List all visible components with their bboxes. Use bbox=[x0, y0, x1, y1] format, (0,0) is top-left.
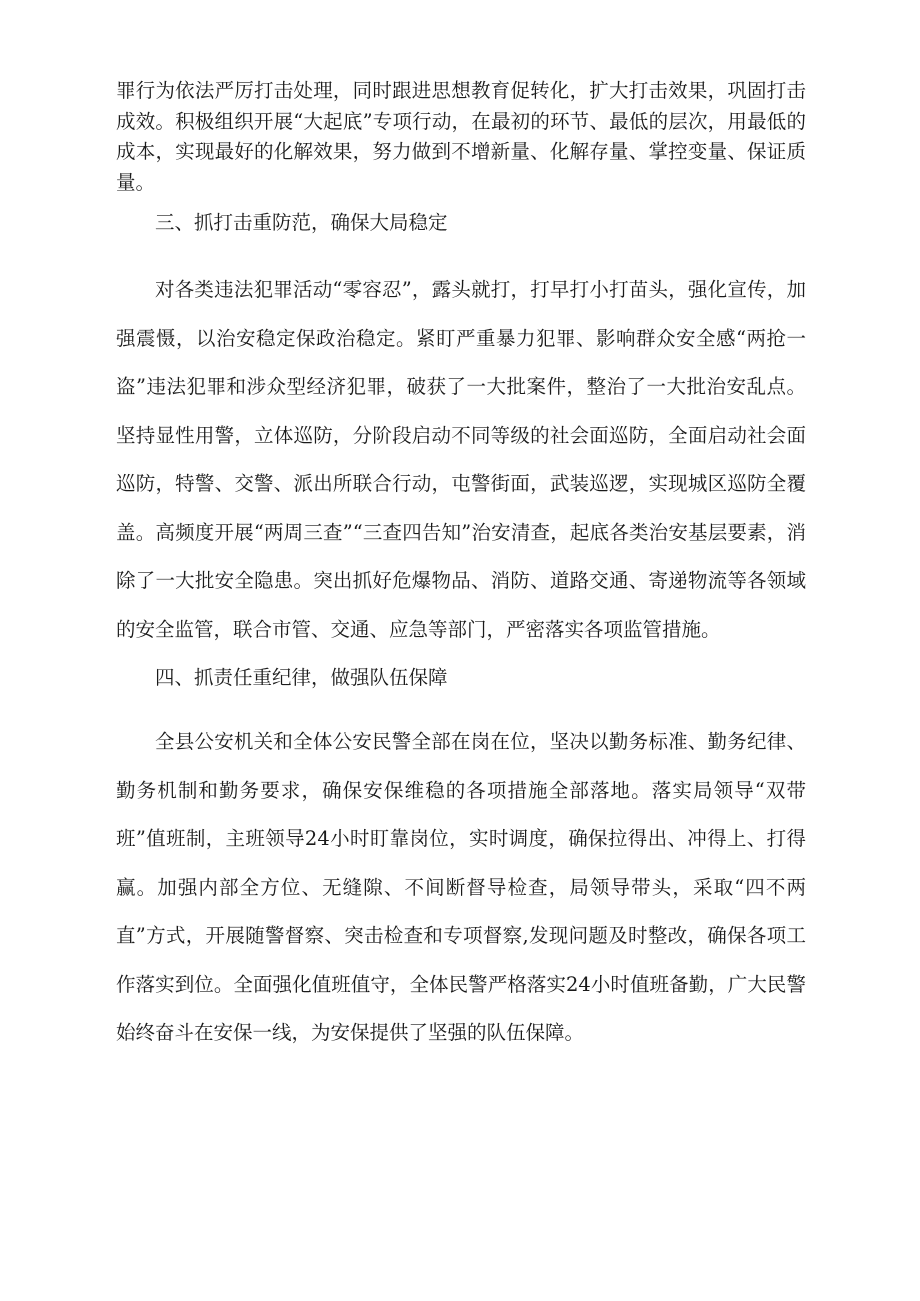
paragraph-section-3: 对各类违法犯罪活动“零容忍”，露头就打，打早打小打苗头，强化宣传，加强震慑，以治安稳定保政治稳定。紧盯严重暴力犯罪、影响群众安全感“两抢一盗”违法犯罪和涉众型经济犯罪，破获了一大批案件，整治了一大批治安乱点。坚持显性用警，立体巡防，分阶段启动不同等级的社会面巡防，全面启动社会面巡防，特警、交警、派出所联合行动，屯警街面，武装巡逻，实现城区巡防全覆盖。高频度开展“两周三查”“三查四告知”治安清查，起底各类治安基层要素，消除了一大批安全隐患。突出抓好危爆物品、消防、道路交通、寄递物流等各领域的安全监管，联合市管、交通、应急等部门，严密落实各项监管措施。 bbox=[116, 278, 806, 641]
section-heading-4: 四、抓责任重纪律，做强队伍保障 bbox=[155, 666, 448, 689]
section-heading-3: 三、抓打击重防范，确保大局稳定 bbox=[155, 211, 448, 234]
paragraph-continued: 罪行为依法严厉打击处理，同时跟进思想教育促转化，扩大打击效果，巩固打击成效。积极组织开展“大起底”专项行动，在最初的环节、最低的层次，用最低的成本，实现最好的化解效果，努力做到不增新量、化解存量、掌控变量、保证质量。 bbox=[116, 79, 806, 194]
paragraph-section-4: 全县公安机关和全体公安民警全部在岗在位，坚决以勤务标准、勤务纪律、勤务机制和勤务要求，确保安保维稳的各项措施全部落地。落实局领导“双带班”值班制，主班领导24小时盯靠岗位，实时调度，确保拉得出、冲得上、打得赢。加强内部全方位、无缝隙、不间断督导检查，局领导带头，采取“四不两直”方式，开展随警督察、突击检查和专项督察,发现问题及时整改，确保各项工作落实到位。全面强化值班值守，全体民警严格落实24小时值班备勤，广大民警始终奋斗在安保一线，为安保提供了坚强的队伍保障。 bbox=[116, 730, 806, 1044]
